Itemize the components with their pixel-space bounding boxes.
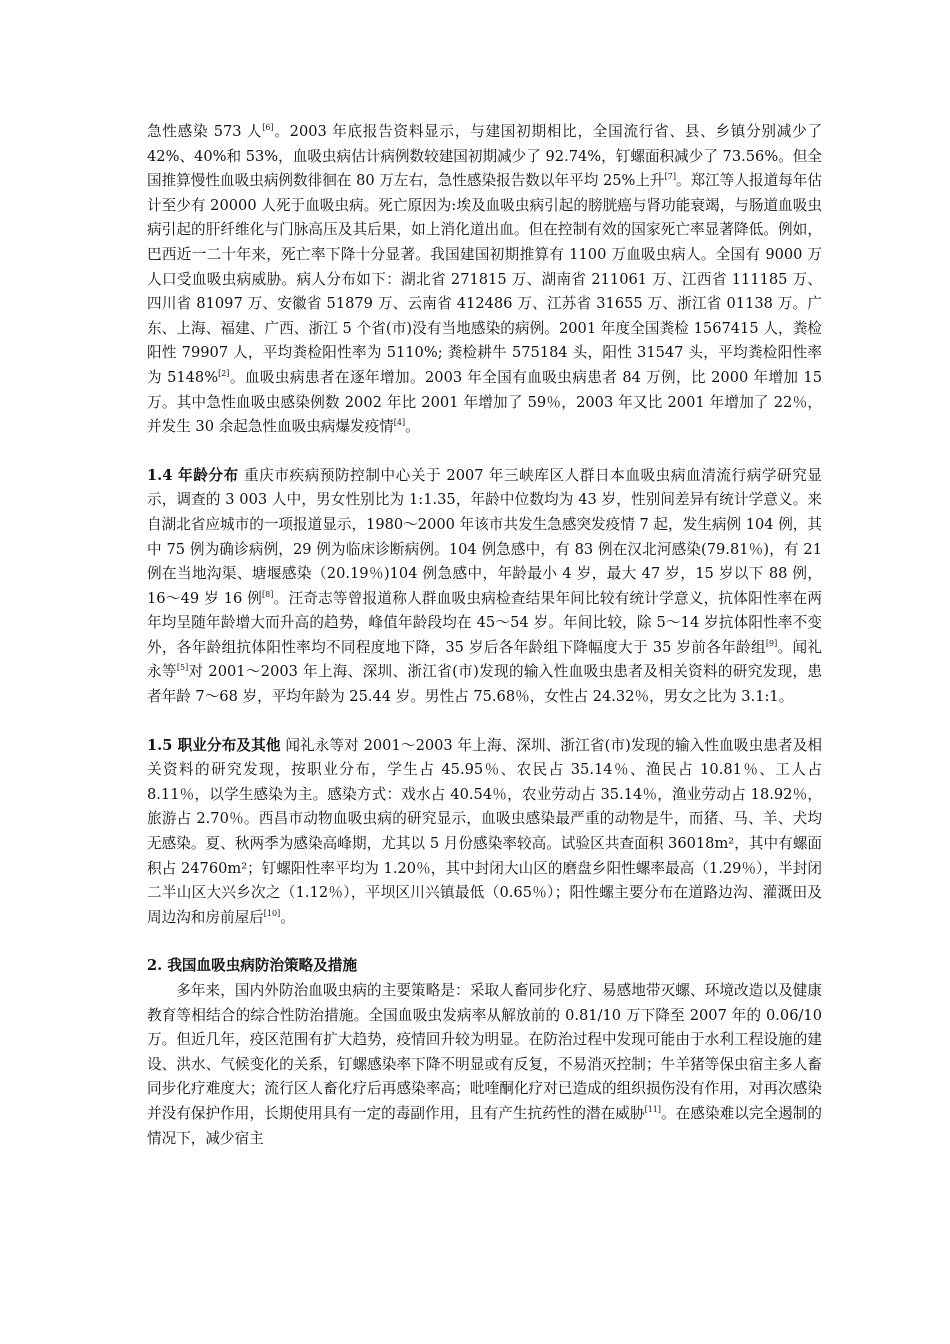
body-text: 。血吸虫病患者在逐年增加。2003 年全国有血吸虫病患者 84 万例，比 2000 年增加 15 万。其中急性血吸虫感染例数 2002 年比 2001 年增加了 59％，2003 年又比 2001 年增加了 22％，并发生 30 余起急性血吸虫病爆发疫情 (147, 368, 822, 436)
citation-marker: [5] (176, 663, 189, 673)
paragraph-control-strategy (147, 979, 822, 1151)
paragraph-age-distribution (147, 464, 822, 710)
document-page (147, 120, 822, 1151)
body-text: 。 (405, 418, 420, 436)
citation-marker: [11] (644, 1105, 661, 1115)
citation-marker: [6] (262, 123, 274, 133)
section-heading-age: 1.4 年龄分布 (147, 466, 239, 484)
paragraph-occupation-distribution (147, 734, 822, 931)
body-text: 急性感染 573 人 (147, 123, 263, 140)
age-distribution-body (147, 467, 822, 705)
body-text: 。2003 年底报告资料显示，与建国初期相比，全国流行省、县、乡镇分别减少了 42%、40%和 53%，血吸虫病估计病例数较建国初期减少了 92.74%，钉螺面积减少了 73.56%。但全国推算慢性血吸虫病例数徘徊在 80 万左右，急性感染报告数以年平均 25%上升 (147, 123, 822, 190)
citation-marker: [7] (664, 172, 676, 182)
body-text: 。 (280, 908, 295, 926)
body-text: 。在感染难以完全遏制的情况下，减少宿主 (147, 1104, 822, 1147)
body-text: 重庆市疾病预防控制中心关于 2007 年三峡库区人群日本血吸虫病血清流行病学研究显示，调查的 3 003 人中，男女性别比为 1:1.35，年龄中位数均为 43 岁，性别间差异有统计学意义。来自湖北省应城市的一项报道显示，1980～2000 年该市共发生急感突发疫情 7 起，发生病例 104 例，其中 75 例为确诊病例，29 例为临床诊断病例。104 例急感中，有 83 例在汉北河感染(79.81％)，有 21 例在当地沟渠、塘堰感染（20.19％)104 例急感中，年龄最小 4 岁，最大 47 岁，15 岁以下 88 例，16～49 岁 16 例 (147, 466, 822, 607)
occupation-distribution-body (147, 737, 822, 926)
citation-marker: [4] (393, 418, 406, 428)
body-text: 对 2001～2003 年上海、深圳、浙江省(市)发现的输入性血吸虫患者及相关资料的研究发现，患者年龄 7～68 岁，平均年龄为 25.44 岁。男性占 75.68％，女性占 24.32％，男女之比为 3.1:1。 (147, 663, 822, 706)
body-text: 。汪奇志等曾报道称人群血吸虫病检查结果年间比较有统计学意义，抗体阳性率在两年均呈随年龄增大而升高的趋势，峰值年龄段均在 45～54 岁。年间比较，除 5～14 岁抗体阳性率不变外，各年龄组抗体阳性率均不同程度地下降，35 岁后各年龄组下降幅度大于 35 岁前各年龄组 (147, 589, 822, 656)
paragraph-spacer (147, 930, 822, 954)
paragraph-epidemiology-stats (147, 120, 822, 440)
paragraph-spacer (147, 710, 822, 734)
body-text: 。闻礼永等 (147, 638, 822, 681)
section-title-control-strategy: 2. 我国血吸虫病防治策略及措施 (147, 957, 358, 975)
citation-marker: [2] (218, 369, 230, 379)
body-text: 多年来，国内外防治血吸虫病的主要策略是：采取人畜同步化疗、易感地带灭螺、环境改造以及健康教育等相结合的综合性防治措施。全国血吸虫发病率从解放前的 0.81/10 万下降至 2007 年的 0.06/10 万。但近几年，疫区范围有扩大趋势，疫情回升较为明显。在防治过程中发现可能由于水利工程设施的建设、洪水、气候变化的关系，钉螺感染率下降不明显或有反复，不易消灭控制；牛羊猪等保虫宿主多人畜同步化疗难度大；流行区人畜化疗后再感染率高；吡喹酮化疗对已造成的组织损伤没有作用，对再次感染并没有保护作用，长期使用具有一定的毒副作用，且有产生抗药性的潜在威胁 (147, 982, 822, 1122)
section-heading-occupation: 1.5 职业分布及其他 (147, 736, 281, 754)
body-text: 闻礼永等对 2001～2003 年上海、深圳、浙江省(市)发现的输入性血吸虫患者及相关资料的研究发现，按职业分布，学生占 45.95％、农民占 35.14％、渔民占 10.81％、工人占 8.11％，以学生感染为主。感染方式：戏水占 40.54％，农业劳动占 35.14％，渔业劳动占 18.92％，旅游占 2.70％。西昌市动物血吸虫病的研究显示，血吸虫感染最严重的动物是牛，而猪、马、羊、犬均无感染。夏、秋两季为感染高峰期，尤其以 5 月份感染率较高。试验区共查面积 36018m²，其中有螺面积占 24760m²；钉螺阳性率平均为 1.20％，其中封闭大山区的磨盘乡阳性螺率最高（1.29％），半封闭二半山区大兴乡次之（1.12％），平坝区川兴镇最低（0.65％）；阳性螺主要分布在道路边沟、灌溉田及周边沟和房前屋后 (147, 736, 822, 926)
citation-marker: [8] (262, 589, 274, 599)
citation-marker: [9] (765, 639, 778, 649)
paragraph-spacer (147, 440, 822, 464)
body-text: 。郑江等人报道每年估计至少有 20000 人死于血吸虫病。死亡原因为:埃及血吸虫病引起的膀胱癌与肾功能衰竭，与肠道血吸虫病引起的肝纤维化与门脉高压及其后果，如上消化道出血。但在控制有效的国家死亡率显著降低。例如，巴西近一二十年来，死亡率下降十分显著。我国建国初期推算有 1100 万血吸虫病人。全国有 9000 万人口受血吸虫病威胁。病人分布如下：湖北省 271815 万、湖南省 211061 万、江西省 111185 万、四川省 81097 万、安徽省 51879 万、云南省 412486 万、江苏省 31655 万、浙江省 01138 万。广东、上海、福建、广西、浙江 5 个省(市)没有当地感染的病例。2001 年度全国粪检 1567415 人，粪检阳性 79907 人，平均粪检阳性率为 5110%; 粪检耕牛 575184 头，阳性 31547 头，平均粪检阳性率为 5148% (147, 172, 822, 386)
citation-marker: [10] (263, 908, 281, 918)
